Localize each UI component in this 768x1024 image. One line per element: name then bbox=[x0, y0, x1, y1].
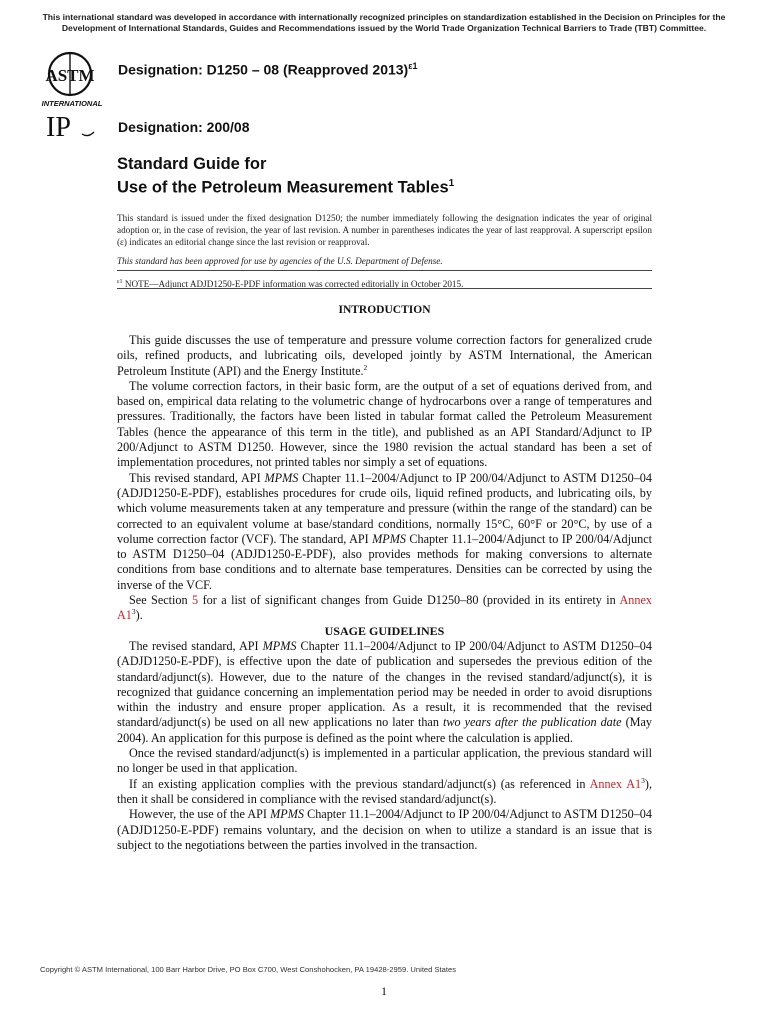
section-5-link[interactable]: 5 bbox=[192, 593, 199, 608]
annex-a1-link[interactable]: Annex A1 bbox=[117, 593, 652, 623]
usage-p1-c: (May 2004). An application for this purpose is defined as the point where the calculation is applied. bbox=[117, 715, 652, 745]
editorial-note-superscript: ε1 bbox=[117, 279, 123, 285]
editorial-note-text: NOTE—Adjunct ADJD1250-E-PDF information was corrected editorially in October 2015. bbox=[122, 279, 464, 290]
intro-p3-a: This revised standard, API bbox=[129, 470, 265, 485]
tbt-notice: This international standard was developed in accordance with internationally recognized principles on standardization established in the Decision on Principles for the Development of International Standards, Guides and Recommendations issued by the World Trade Organization Technical Barriers to Trade (TBT) Committee. bbox=[42, 12, 726, 33]
title-line-1: Standard Guide for bbox=[117, 155, 267, 173]
document-title bbox=[117, 154, 454, 198]
footnote-ref-3b: 3 bbox=[641, 775, 645, 785]
usage-p1-b: Chapter 11.1–2004/Adjunct to IP 200/04/Adjunct to ASTM D1250–04 (ADJD1250-E-PDF), is effective upon the date of publication and supersedes the previous edition of the standard/adjunct(s). However, due to the nature of the changes in the revised standard/adjunct(s), it is recognized that guidance concerning an implementation period may be needed in order to avoid disruptions within the industry and ensure proper application. As a result, it is recommended that the revised standard/adjunct(s) be used on all new applications no later than bbox=[117, 638, 652, 730]
usage-p3-a: If an existing application complies with the previous standard/adjunct(s) (as referenced in bbox=[129, 776, 590, 791]
usage-guidelines-heading: USAGE GUIDELINES bbox=[324, 623, 445, 638]
usage-paragraph-2: Once the revised standard/adjunct(s) is implemented in a particular application, the previous standard will no longer be used in that application. bbox=[117, 746, 652, 776]
title-line-2-text: Use of the Petroleum Measurement Tables bbox=[117, 178, 449, 197]
astm-logo bbox=[40, 50, 112, 108]
usage-p4-b: Chapter 11.1–2004/Adjunct to IP 200/04/Adjunct to ASTM D1250–04 (ADJD1250-E-PDF) remains voluntary, and the decision on when to utilize a standard is an issue that is subject to the negotiations between the parties involved in the transaction. bbox=[117, 807, 652, 852]
usage-p1-italic: two years after the publication date bbox=[442, 715, 622, 730]
intro-paragraph-2: The volume correction factors, in their basic form, are the output of a set of equations derived from, and based on, empirical data relating to the volumetric change of hydrocarbons over a range of temperatures and pressures. Traditionally, the factors have been listed in tabular format called the Petroleum Measurement Tables (hence the appearance of this term in the title), and published as an API Standard/Adjunct to IP 200/Adjunct to ASTM D1250. However, since the 1980 revision the actual standard has been a set of implementation procedures, not printed tables nor simply a set of equations. bbox=[117, 378, 652, 470]
footnote-ref-2: 2 bbox=[363, 362, 368, 372]
page-number: 1 bbox=[381, 984, 387, 998]
ip-logo-letters: IP bbox=[46, 112, 71, 143]
intro-paragraph-3 bbox=[117, 471, 652, 593]
intro-p3-mpms-2: MPMS bbox=[372, 531, 406, 546]
designation-astm-superscript: ε1 bbox=[408, 61, 418, 71]
body-text bbox=[117, 333, 652, 853]
usage-p1-a: The revised standard, API bbox=[129, 638, 263, 653]
designation-ip: Designation: 200/08 bbox=[118, 119, 250, 135]
usage-p3-b: ), then it shall be considered in compliance with the revised standard/adjunct(s). bbox=[117, 776, 652, 806]
intro-paragraph-4 bbox=[117, 593, 652, 624]
intro-p1-text: This guide discusses the use of temperature and pressure volume correction factors for generalized crude oils, refined products, and lubricating oils, developed jointly by ASTM International, the American Petroleum Institute (API) and the Energy Institute. bbox=[117, 333, 652, 378]
intro-p3-mpms: MPMS bbox=[264, 470, 299, 485]
divider-top bbox=[117, 270, 652, 271]
annex-a1-link-2[interactable]: Annex A1 bbox=[589, 776, 642, 791]
introduction-heading: INTRODUCTION bbox=[338, 304, 431, 316]
title-footnote-ref: 1 bbox=[448, 178, 455, 189]
approved-note: This standard has been approved for use by agencies of the U.S. Department of Defense. bbox=[117, 256, 443, 266]
usage-paragraph-3 bbox=[117, 777, 652, 808]
footnote-ref-3: 3 bbox=[131, 607, 136, 617]
issued-note: This standard is issued under the fixed designation D1250; the number immediately following the designation indicates the year of original adoption or, in the case of revision, the year of last revision. A number in parentheses indicates the year of last reapproval. A superscript epsilon (ε) indicates an editorial change since the last revision or reapproval. bbox=[117, 213, 652, 247]
designation-astm-text: Designation: D1250 – 08 (Reapproved 2013) bbox=[118, 61, 409, 78]
usage-p4-a: However, the use of the API bbox=[129, 807, 271, 822]
designation-astm bbox=[118, 61, 418, 78]
usage-p1-mpms: MPMS bbox=[262, 638, 297, 653]
usage-p4-mpms: MPMS bbox=[270, 807, 304, 822]
intro-p4-b: for a list of significant changes from Guide D1250–80 (provided in its entirety in bbox=[198, 593, 620, 608]
intro-p4-c: ). bbox=[135, 608, 143, 623]
astm-logo-caption: INTERNATIONAL bbox=[41, 99, 103, 108]
ip-logo bbox=[44, 110, 96, 144]
astm-logo-letters: ASTM bbox=[45, 66, 95, 85]
intro-paragraph-1 bbox=[117, 333, 652, 379]
intro-p4-a: See Section bbox=[129, 593, 193, 608]
divider-bottom bbox=[117, 288, 652, 289]
usage-paragraph-4 bbox=[117, 807, 652, 853]
intro-p3-c: Chapter 11.1–2004/Adjunct to IP 200/04/Adjunct to ASTM D1250–04 (ADJD1250-E-PDF), also provides methods for making conversions to alternate conditions from base conditions and to alternate base temperatures. Densities can be corrected by using the inverse of the VCF. bbox=[117, 531, 652, 592]
intro-p3-b: Chapter 11.1–2004/Adjunct to IP 200/04/Adjunct to ASTM D1250–04 (ADJD1250-E-PDF), establishes procedures for crude oils, liquid refined products, and lubricating oils, by which volume measurements taken at any temperature and pressure (within the range of the standard) can be corrected to an equivalent volume at base/standard conditions, normally 15°C, 60°F or 20°C, by use of a volume correction factor (VCF). The standard, API bbox=[117, 470, 652, 546]
copyright-footer: Copyright © ASTM International, 100 Barr Harbor Drive, PO Box C700, West Conshohocken, PA 19428-2959. United States bbox=[40, 965, 457, 974]
title-line-2 bbox=[117, 174, 454, 198]
usage-paragraph-1 bbox=[117, 639, 652, 746]
